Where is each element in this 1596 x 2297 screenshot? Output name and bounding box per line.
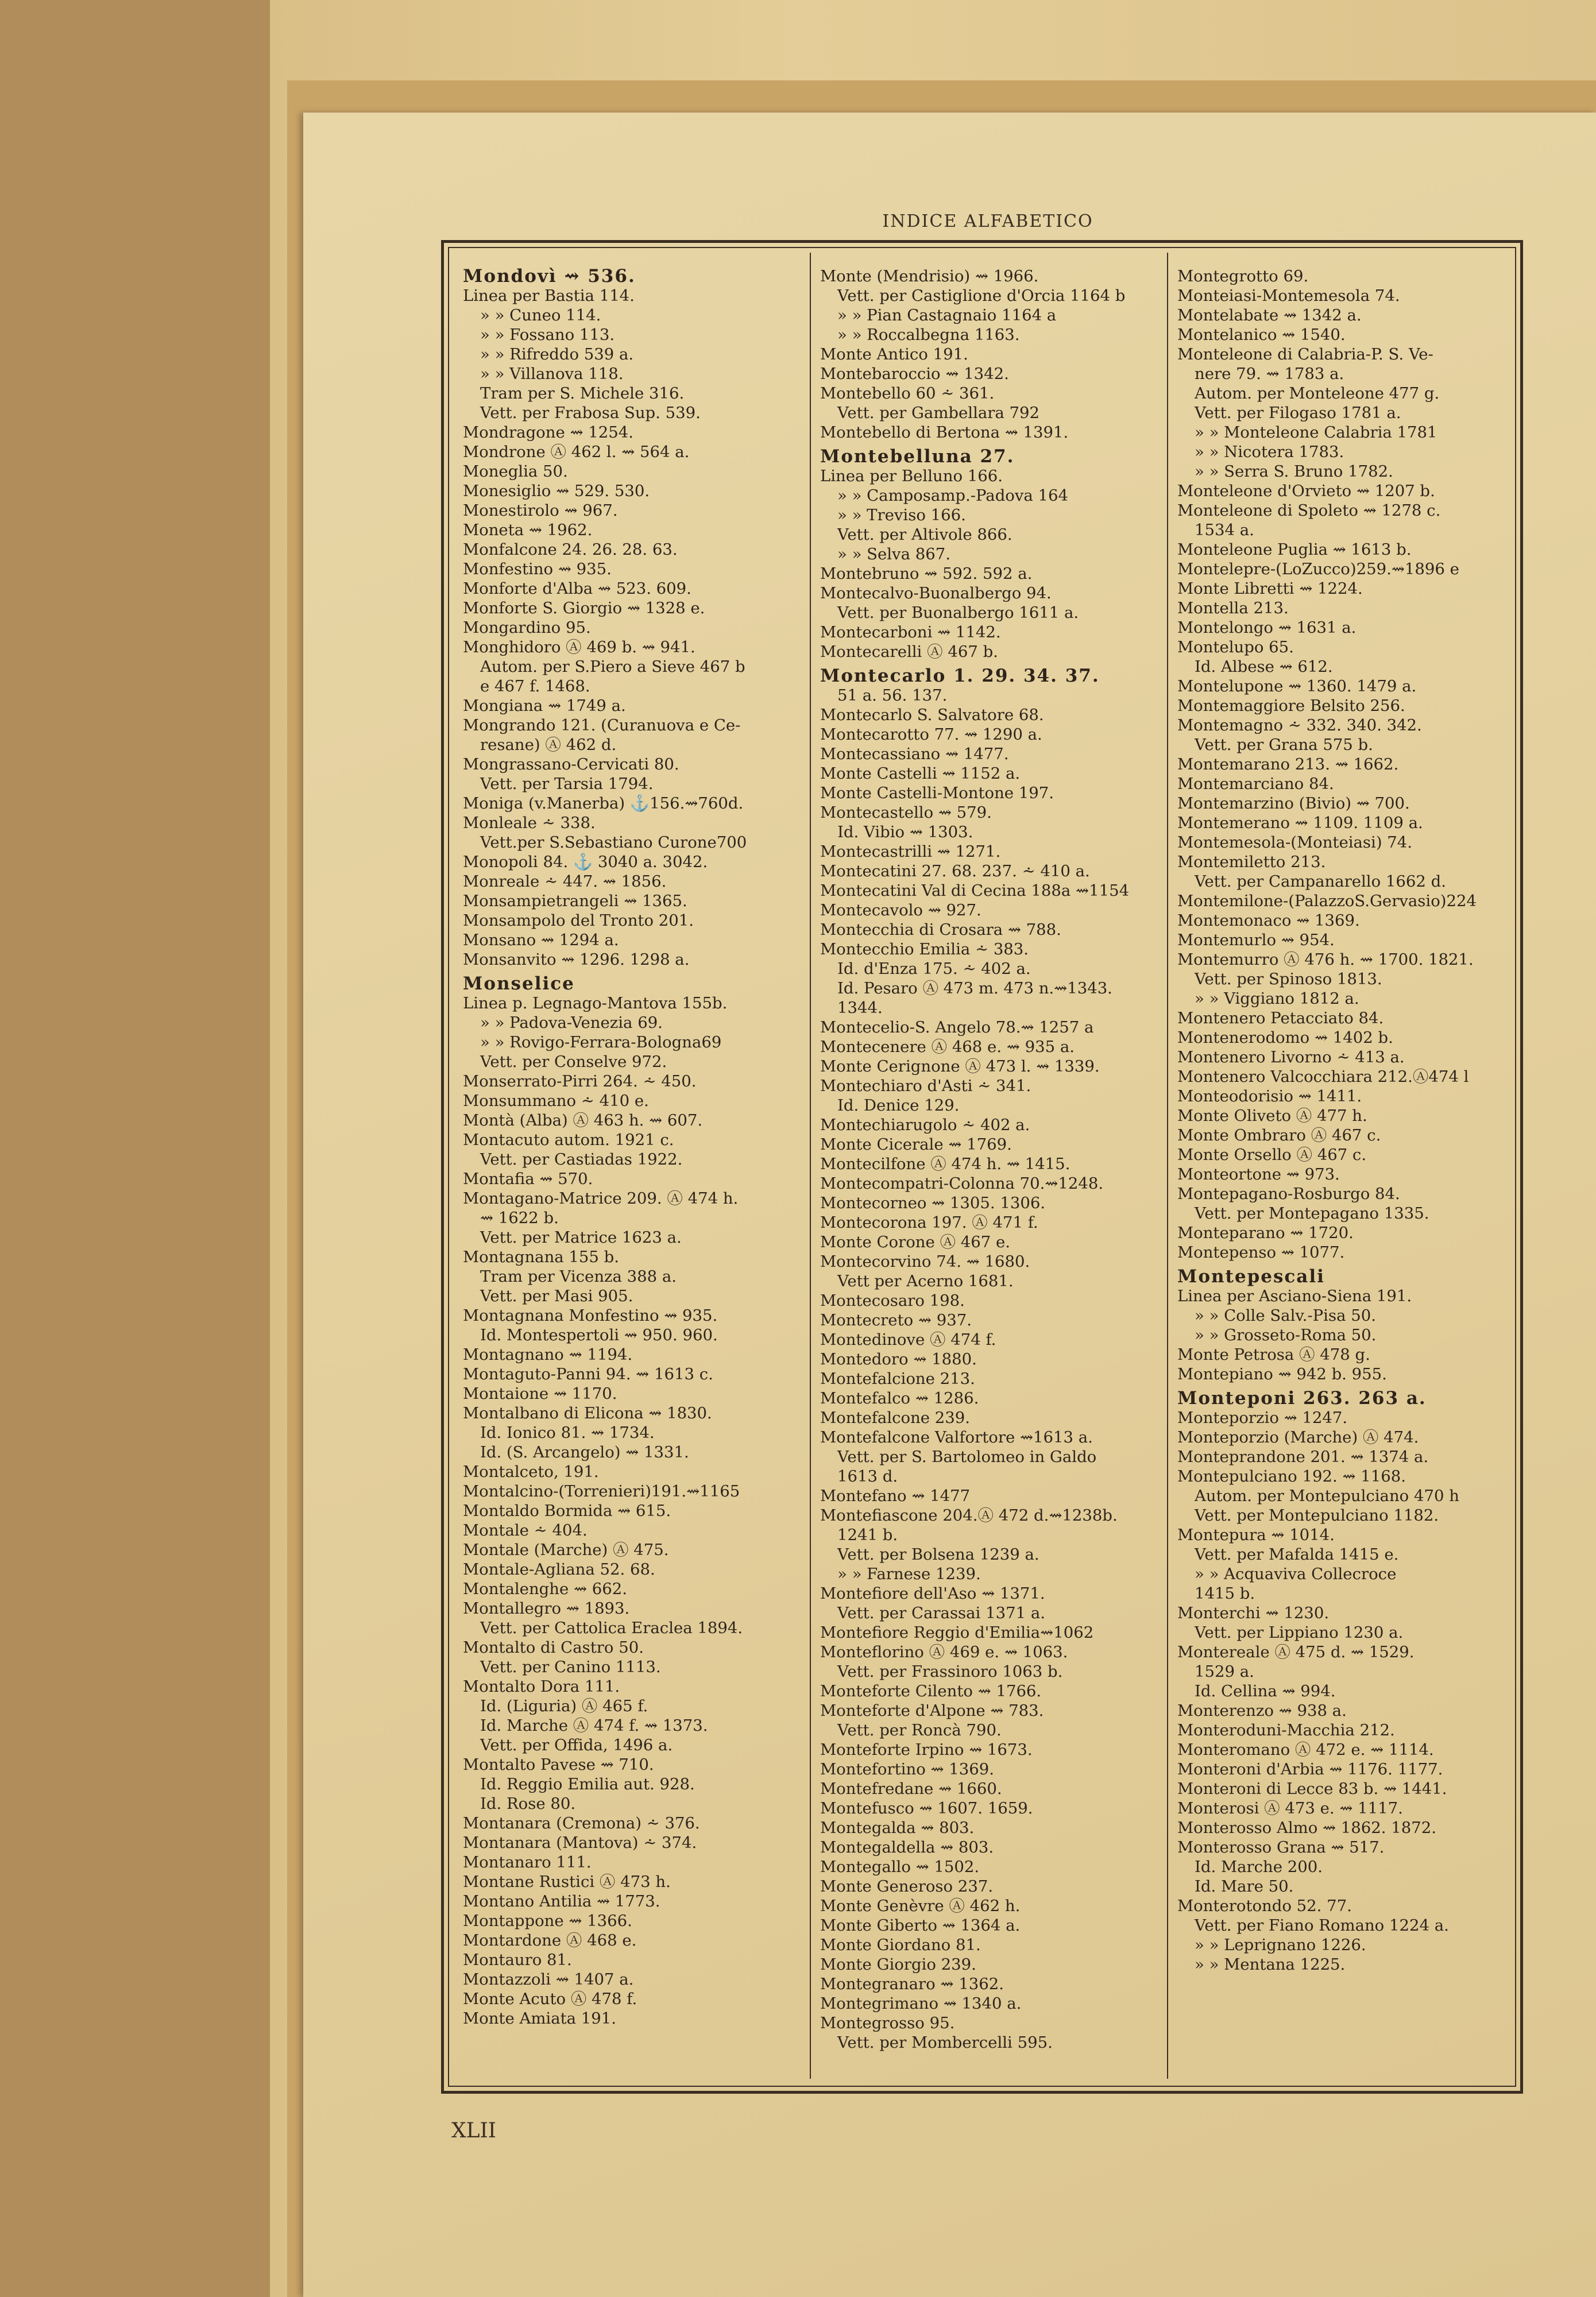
index-entry: Monte Corone Ⓐ 467 e. xyxy=(820,1233,1011,1251)
index-entry: Montedoro ⇝ 1880. xyxy=(820,1350,977,1368)
index-entry: Monteforte d'Alpone ⇝ 783. xyxy=(820,1702,1044,1720)
index-entry: Montazzoli ⇝ 1407 a. xyxy=(463,1970,634,1989)
index-entry: Montafia ⇝ 570. xyxy=(463,1170,593,1188)
index-entry: Montecchio Emilia ⩪ 383. xyxy=(820,940,1029,958)
index-entry: Vett. per Canino 1113. xyxy=(480,1658,661,1676)
index-entry: Vett. per Mafalda 1415 e. xyxy=(1195,1545,1399,1564)
index-entry: Montecelio-S. Angelo 78.⇝ 1257 a xyxy=(820,1018,1094,1037)
index-entry: » » Grosseto-Roma 50. xyxy=(1195,1326,1377,1344)
index-heading: Monselice xyxy=(463,973,575,994)
index-entry: » » Selva 867. xyxy=(837,545,950,563)
index-entry: Monforte S. Giorgio ⇝ 1328 e. xyxy=(463,599,705,617)
index-entry: Montefano ⇝ 1477 xyxy=(820,1487,971,1505)
index-entry: Id. Marche 200. xyxy=(1195,1858,1323,1876)
index-entry: Monteflorino Ⓐ 469 e. ⇝ 1063. xyxy=(820,1643,1068,1661)
index-entry: Montecatini Val di Cecina 188a ⇝1154 xyxy=(820,881,1130,900)
index-entry: Montecavolo ⇝ 927. xyxy=(820,901,981,919)
index-entry: Monestirolo ⇝ 967. xyxy=(463,501,618,520)
index-column-3 xyxy=(1177,266,1512,2070)
index-entry: Vett. per Frabosa Sup. 539. xyxy=(480,404,701,422)
index-entry: 51 a. 56. 137. xyxy=(837,686,948,705)
index-entry: 1613 d. xyxy=(837,1467,898,1486)
index-entry: Montecorneo ⇝ 1305. 1306. xyxy=(820,1194,1046,1212)
index-entry: Linea per Asciano-Siena 191. xyxy=(1177,1287,1412,1305)
index-entry: Mongiana ⇝ 1749 a. xyxy=(463,697,626,715)
index-entry: Montenero Livorno ⩪ 413 a. xyxy=(1177,1048,1405,1066)
index-entry: Montalbano di Elicona ⇝ 1830. xyxy=(463,1404,712,1422)
index-entry: Montemiletto 213. xyxy=(1177,853,1326,871)
index-entry: Vett. per Mombercelli 595. xyxy=(837,2033,1053,2052)
index-entry: Montemaggiore Belsito 256. xyxy=(1177,697,1405,715)
index-entry: Monte Petrosa Ⓐ 478 g. xyxy=(1177,1345,1370,1364)
index-entry: Vett. per Buonalbergo 1611 a. xyxy=(837,604,1079,622)
index-entry: Mongardino 95. xyxy=(463,618,591,637)
index-entry: 1415 b. xyxy=(1195,1584,1255,1603)
index-entry: Montecalvo-Buonalbergo 94. xyxy=(820,584,1052,602)
index-entry: Vett. per Montepagano 1335. xyxy=(1195,1204,1429,1223)
index-entry: Id. Rose 80. xyxy=(480,1795,576,1813)
index-entry: Id. Reggio Emilia aut. 928. xyxy=(480,1775,695,1793)
index-entry: Id. (Liguria) Ⓐ 465 f. xyxy=(480,1697,648,1715)
index-entry: Montefiore Reggio d'Emilia⇝1062 xyxy=(820,1623,1094,1642)
index-entry: Montecenere Ⓐ 468 e. ⇝ 935 a. xyxy=(820,1038,1075,1056)
index-entry: Mongrassano-Cervicati 80. xyxy=(463,755,679,774)
page-header: INDICE ALFABETICO xyxy=(882,211,1093,231)
index-entry: Id. Montespertoli ⇝ 950. 960. xyxy=(480,1326,718,1344)
index-entry: Montalenghe ⇝ 662. xyxy=(463,1580,627,1598)
index-entry: Montebello di Bertona ⇝ 1391. xyxy=(820,423,1069,442)
index-entry: Montale ⩪ 404. xyxy=(463,1521,588,1540)
index-entry: Montane Rustici Ⓐ 473 h. xyxy=(463,1873,671,1891)
index-entry: Montefredane ⇝ 1660. xyxy=(820,1780,1002,1798)
index-entry: Montegallo ⇝ 1502. xyxy=(820,1858,980,1876)
index-entry: » » Nicotera 1783. xyxy=(1195,443,1344,461)
index-entry: Vett. per Gambellara 792 xyxy=(837,404,1040,422)
index-entry: Montegranaro ⇝ 1362. xyxy=(820,1975,1004,1993)
index-entry: Monserrato-Pirri 264. ⩪ 450. xyxy=(463,1072,697,1091)
index-column-2 xyxy=(820,266,1154,2070)
index-entry: Linea per Belluno 166. xyxy=(820,467,1003,485)
index-entry: Montelanico ⇝ 1540. xyxy=(1177,326,1346,344)
index-entry: Monteiasi-Montemesola 74. xyxy=(1177,287,1400,305)
index-entry: Monteforte Cilento ⇝ 1766. xyxy=(820,1682,1042,1700)
index-entry: Montebello 60 ⩪ 361. xyxy=(820,384,995,403)
index-entry: Id. Albese ⇝ 612. xyxy=(1195,658,1333,676)
index-entry: Montecarelli Ⓐ 467 b. xyxy=(820,643,998,661)
index-entry: Montepura ⇝ 1014. xyxy=(1177,1526,1335,1544)
index-entry: Montemerano ⇝ 1109. 1109 a. xyxy=(1177,814,1423,832)
index-entry: Monterotondo 52. 77. xyxy=(1177,1897,1352,1915)
index-entry: Linea p. Legnago-Mantova 155b. xyxy=(463,994,728,1012)
index-entry: Monesiglio ⇝ 529. 530. xyxy=(463,482,650,500)
index-entry: Monteporzio (Marche) Ⓐ 474. xyxy=(1177,1428,1419,1447)
index-entry: » » Serra S. Bruno 1782. xyxy=(1195,462,1393,481)
index-entry: Montagnana 155 b. xyxy=(463,1248,620,1266)
index-entry: Montagano-Matrice 209. Ⓐ 474 h. xyxy=(463,1189,739,1208)
index-entry: 1241 b. xyxy=(837,1526,898,1544)
index-entry: Montardone Ⓐ 468 e. xyxy=(463,1931,637,1950)
index-entry: Monte Antico 191. xyxy=(820,345,968,364)
index-column-1 xyxy=(463,266,797,2070)
index-entry: Montaione ⇝ 1170. xyxy=(463,1385,617,1403)
index-entry: Id. Mare 50. xyxy=(1195,1877,1294,1896)
index-entry: Montegrosso 95. xyxy=(820,2014,955,2032)
index-entry: Monte Libretti ⇝ 1224. xyxy=(1177,579,1363,598)
index-entry: Montanara (Cremona) ⩪ 376. xyxy=(463,1814,700,1832)
index-entry: Vett per Acerno 1681. xyxy=(837,1272,1014,1290)
index-entry: Monleale ⩪ 338. xyxy=(463,814,596,832)
index-entry: Moneglia 50. xyxy=(463,462,568,481)
index-entry: Vett. per Fiano Romano 1224 a. xyxy=(1195,1916,1449,1935)
index-entry: Montebaroccio ⇝ 1342. xyxy=(820,365,1009,383)
index-entry: Monteroni di Lecce 83 b. ⇝ 1441. xyxy=(1177,1780,1447,1798)
index-entry: Vett. per Cattolica Eraclea 1894. xyxy=(480,1619,743,1637)
index-entry: Monterosso Grana ⇝ 517. xyxy=(1177,1838,1385,1857)
index-entry: Montalceto, 191. xyxy=(463,1463,599,1481)
index-entry: Montefortino ⇝ 1369. xyxy=(820,1760,994,1778)
index-entry: Moniga (v.Manerba) ⚓156.⇝760d. xyxy=(463,794,744,813)
index-entry: Monsano ⇝ 1294 a. xyxy=(463,931,619,949)
index-entry: Monterchi ⇝ 1230. xyxy=(1177,1604,1330,1622)
index-entry: Monteporzio ⇝ 1247. xyxy=(1177,1409,1348,1427)
index-heading: Montebelluna 27. xyxy=(820,446,1015,467)
index-entry: Montecarlo S. Salvatore 68. xyxy=(820,706,1044,724)
index-entry: » » Roccalbegna 1163. xyxy=(837,326,1020,344)
index-entry: Monte Generoso 237. xyxy=(820,1877,994,1896)
index-entry: Montelabate ⇝ 1342 a. xyxy=(1177,306,1362,324)
index-entry: Montelongo ⇝ 1631 a. xyxy=(1177,618,1357,637)
index-entry: Id. Pesaro Ⓐ 473 m. 473 n.⇝1343. xyxy=(837,979,1112,997)
index-entry: Monforte d'Alba ⇝ 523. 609. xyxy=(463,579,691,598)
index-entry: Montepenso ⇝ 1077. xyxy=(1177,1243,1345,1262)
index-entry: Monte Cicerale ⇝ 1769. xyxy=(820,1135,1012,1154)
index-entry: Montefiore dell'Aso ⇝ 1371. xyxy=(820,1584,1045,1603)
index-entry: Montegalda ⇝ 803. xyxy=(820,1819,975,1837)
page-number: XLII xyxy=(451,2119,496,2143)
index-entry: e 467 f. 1468. xyxy=(480,677,590,695)
index-entry: Montanaro 111. xyxy=(463,1853,592,1871)
index-entry: Montefalcone Valfortore ⇝1613 a. xyxy=(820,1428,1093,1447)
index-entry: Montecarboni ⇝ 1142. xyxy=(820,623,1001,641)
index-entry: Montallegro ⇝ 1893. xyxy=(463,1599,630,1618)
index-entry: Monteodorisio ⇝ 1411. xyxy=(1177,1087,1362,1105)
index-entry: Montemilone-(PalazzoS.Gervasio)224 xyxy=(1177,892,1477,910)
index-entry: Vett. per Carassai 1371 a. xyxy=(837,1604,1045,1622)
index-entry: ⇝ 1622 b. xyxy=(480,1209,559,1227)
index-entry: » » Monteleone Calabria 1781 xyxy=(1195,423,1437,442)
column-divider xyxy=(810,253,811,2079)
index-entry: Montefiascone 204.Ⓐ 472 d.⇝1238b. xyxy=(820,1506,1118,1525)
index-entry: Montenero Valcocchiara 212.Ⓐ474 l xyxy=(1177,1068,1469,1086)
index-entry: Montefalcone 239. xyxy=(820,1409,971,1427)
index-entry: Vett. per S. Bartolomeo in Galdo xyxy=(837,1448,1097,1466)
index-entry: Id. Denice 129. xyxy=(837,1096,960,1115)
index-entry: Montefusco ⇝ 1607. 1659. xyxy=(820,1799,1033,1818)
index-entry: » » Leprignano 1226. xyxy=(1195,1936,1366,1954)
index-entry: 1529 a. xyxy=(1195,1662,1254,1681)
index-heading: Mondovì ⇝ 536. xyxy=(463,266,636,287)
index-entry: Montappone ⇝ 1366. xyxy=(463,1912,632,1930)
index-entry: Vett. per Masi 905. xyxy=(480,1287,633,1305)
index-entry: Autom. per Monteleone 477 g. xyxy=(1195,384,1440,403)
index-entry: Vett. per Bolsena 1239 a. xyxy=(837,1545,1039,1564)
index-entry: Montepulciano 192. ⇝ 1168. xyxy=(1177,1467,1406,1486)
index-entry: Monte Orsello Ⓐ 467 c. xyxy=(1177,1146,1367,1164)
index-entry: Id. Vibio ⇝ 1303. xyxy=(837,823,973,841)
index-entry: Montemarzino (Bivio) ⇝ 700. xyxy=(1177,794,1410,813)
index-entry: Montà (Alba) Ⓐ 463 h. ⇝ 607. xyxy=(463,1111,703,1130)
index-entry: Vett. per Campanarello 1662 d. xyxy=(1195,872,1446,891)
index-entry: Mondragone ⇝ 1254. xyxy=(463,423,633,442)
index-entry: Vett. per Roncà 790. xyxy=(837,1721,1002,1739)
index-entry: Montemarciano 84. xyxy=(1177,775,1334,793)
index-entry: » » Mentana 1225. xyxy=(1195,1955,1346,1974)
index-entry: Monteromano Ⓐ 472 e. ⇝ 1114. xyxy=(1177,1741,1434,1759)
index-entry: Montelupone ⇝ 1360. 1479 a. xyxy=(1177,677,1417,695)
index-entry: Vett. per Spinoso 1813. xyxy=(1195,970,1382,988)
index-entry: Vett. per Filogaso 1781 a. xyxy=(1195,404,1401,422)
index-entry: Id. Ionico 81. ⇝ 1734. xyxy=(480,1424,655,1442)
index-entry: Monte Acuto Ⓐ 478 f. xyxy=(463,1990,637,2008)
index-entry: Montedinove Ⓐ 474 f. xyxy=(820,1331,996,1349)
index-entry: Monreale ⩪ 447. ⇝ 1856. xyxy=(463,872,667,891)
index-entry: » » Farnese 1239. xyxy=(837,1565,981,1583)
index-entry: Vett. per Tarsia 1794. xyxy=(480,775,654,793)
index-entry: Montefalcione 213. xyxy=(820,1370,975,1388)
index-entry: Montecastello ⇝ 579. xyxy=(820,803,992,822)
index-entry: Montecatini 27. 68. 237. ⩪ 410 a. xyxy=(820,862,1090,880)
index-entry: Monteleone d'Orvieto ⇝ 1207 b. xyxy=(1177,482,1435,500)
index-entry: Montegrimano ⇝ 1340 a. xyxy=(820,1994,1022,2013)
index-entry: Montacuto autom. 1921 c. xyxy=(463,1131,674,1149)
index-entry: Montale (Marche) Ⓐ 475. xyxy=(463,1541,669,1559)
index-entry: » » Colle Salv.-Pisa 50. xyxy=(1195,1306,1376,1325)
index-entry: Monte Amiata 191. xyxy=(463,2009,617,2028)
index-entry: Id. Cellina ⇝ 994. xyxy=(1195,1682,1336,1700)
index-entry: Montemagno ⩪ 332. 340. 342. xyxy=(1177,716,1422,734)
index-entry: Montaldo Bormida ⇝ 615. xyxy=(463,1502,671,1520)
index-entry: Montella 213. xyxy=(1177,599,1289,617)
index-entry: » » Acquaviva Collecroce xyxy=(1195,1565,1397,1583)
index-entry: Montalto Pavese ⇝ 710. xyxy=(463,1755,654,1774)
index-entry: nere 79. ⇝ 1783 a. xyxy=(1195,365,1344,383)
index-entry: » » Fossano 113. xyxy=(480,326,615,344)
index-entry: Monsanvito ⇝ 1296. 1298 a. xyxy=(463,950,690,969)
index-entry: Tram per S. Michele 316. xyxy=(480,384,685,403)
index-entry: Moneta ⇝ 1962. xyxy=(463,521,593,539)
index-entry: Monopoli 84. ⚓ 3040 a. 3042. xyxy=(463,853,708,871)
index-entry: Monte Giordano 81. xyxy=(820,1936,981,1954)
index-entry: Monteprandone 201. ⇝ 1374 a. xyxy=(1177,1448,1429,1466)
index-entry: Monteleone di Calabria-P. S. Ve- xyxy=(1177,345,1433,364)
index-entry: Montebruno ⇝ 592. 592 a. xyxy=(820,564,1033,583)
index-entry: 1534 a. xyxy=(1195,521,1254,539)
index-entry: Monte Giorgio 239. xyxy=(820,1955,976,1974)
index-entry: Autom. per S.Piero a Sieve 467 b xyxy=(480,658,745,676)
index-entry: 1344. xyxy=(837,999,883,1017)
index-entry: Montemurro Ⓐ 476 h. ⇝ 1700. 1821. xyxy=(1177,950,1474,969)
index-entry: Monte Castelli ⇝ 1152 a. xyxy=(820,764,1021,783)
index-heading: Montepescali xyxy=(1177,1266,1325,1287)
index-entry: Monterosso Almo ⇝ 1862. 1872. xyxy=(1177,1819,1436,1837)
index-entry: Montauro 81. xyxy=(463,1951,572,1969)
index-entry: Mongrando 121. (Curanuova e Ce- xyxy=(463,716,741,734)
index-entry: Montemonaco ⇝ 1369. xyxy=(1177,911,1360,930)
index-entry: Montalto di Castro 50. xyxy=(463,1638,644,1657)
column-divider xyxy=(1167,253,1168,2079)
index-entry: Id. (S. Arcangelo) ⇝ 1331. xyxy=(480,1443,689,1461)
index-entry: Montano Antilia ⇝ 1773. xyxy=(463,1892,660,1911)
index-entry: Monte Castelli-Montone 197. xyxy=(820,784,1054,802)
index-entry: » » Padova-Venezia 69. xyxy=(480,1014,663,1032)
index-entry: Monte (Mendrisio) ⇝ 1966. xyxy=(820,267,1039,285)
index-entry: Monte Oliveto Ⓐ 477 h. xyxy=(1177,1107,1367,1125)
index-entry: Vett. per Frassinoro 1063 b. xyxy=(837,1662,1063,1681)
index-entry: Montereale Ⓐ 475 d. ⇝ 1529. xyxy=(1177,1643,1415,1661)
index-entry: Tram per Vicenza 388 a. xyxy=(480,1267,677,1286)
index-entry: » » Pian Castagnaio 1164 a xyxy=(837,306,1057,324)
index-entry: Monteleone Puglia ⇝ 1613 b. xyxy=(1177,540,1412,559)
index-entry: Linea per Bastia 114. xyxy=(463,287,635,305)
index-entry: Montenero Petacciato 84. xyxy=(1177,1009,1384,1027)
index-entry: Monfestino ⇝ 935. xyxy=(463,560,612,578)
index-entry: Vett. per Castiadas 1922. xyxy=(480,1150,683,1169)
index-entry: Montefalco ⇝ 1286. xyxy=(820,1389,979,1407)
index-entry: Vett. per Montepulciano 1182. xyxy=(1195,1506,1439,1525)
index-entry: Monte Ombraro Ⓐ 467 c. xyxy=(1177,1126,1381,1144)
index-entry: Montecorona 197. Ⓐ 471 f. xyxy=(820,1213,1038,1232)
index-entry: Monte Genèvre Ⓐ 462 h. xyxy=(820,1897,1021,1915)
index-entry: Monte Cerignone Ⓐ 473 l. ⇝ 1339. xyxy=(820,1057,1100,1076)
index-entry: Vett.per S.Sebastiano Curone700 xyxy=(480,833,747,852)
index-entry: Monteroduni-Macchia 212. xyxy=(1177,1721,1395,1739)
index-entry: Monteleone di Spoleto ⇝ 1278 c. xyxy=(1177,501,1441,520)
index-heading: Montecarlo 1. 29. 34. 37. xyxy=(820,666,1100,686)
index-entry: » » Villanova 118. xyxy=(480,365,624,383)
index-entry: Montecompatri-Colonna 70.⇝1248. xyxy=(820,1174,1104,1193)
index-entry: » » Rovigo-Ferrara-Bologna69 xyxy=(480,1033,722,1051)
index-entry: Montechiarugolo ⩪ 402 a. xyxy=(820,1116,1030,1134)
index-entry: Montecchia di Crosara ⇝ 788. xyxy=(820,921,1061,939)
index-entry: resane) Ⓐ 462 d. xyxy=(480,736,617,754)
index-entry: Vett. per Matrice 1623 a. xyxy=(480,1228,682,1247)
index-entry: Montecassiano ⇝ 1477. xyxy=(820,745,1009,763)
index-entry: Mondrone Ⓐ 462 l. ⇝ 564 a. xyxy=(463,443,690,461)
index-entry: » » Viggiano 1812 a. xyxy=(1195,989,1359,1008)
index-entry: Vett. per Lippiano 1230 a. xyxy=(1195,1623,1404,1642)
index-entry: Monteforte Irpino ⇝ 1673. xyxy=(820,1741,1033,1759)
index-entry: Montepiano ⇝ 942 b. 955. xyxy=(1177,1365,1387,1383)
index-entry: Montecastrilli ⇝ 1271. xyxy=(820,842,1001,861)
index-entry: Monte Giberto ⇝ 1364 a. xyxy=(820,1916,1021,1935)
index-entry: Montemesola-(Monteiasi) 74. xyxy=(1177,833,1413,852)
index-entry: Montecilfone Ⓐ 474 h. ⇝ 1415. xyxy=(820,1155,1071,1173)
index-entry: Monsampietrangeli ⇝ 1365. xyxy=(463,892,687,910)
index-entry: Montagnano ⇝ 1194. xyxy=(463,1345,633,1364)
index-entry: Montemarano 213. ⇝ 1662. xyxy=(1177,755,1399,774)
index-entry: Montelepre-(LoZucco)259.⇝1896 e xyxy=(1177,560,1459,578)
index-entry: Montegaldella ⇝ 803. xyxy=(820,1838,994,1857)
index-entry: Montechiaro d'Asti ⩪ 341. xyxy=(820,1077,1031,1095)
index-entry: Montepagano-Rosburgo 84. xyxy=(1177,1185,1400,1203)
index-entry: Montecorvino 74. ⇝ 1680. xyxy=(820,1252,1030,1271)
index-entry: Monsummano ⩪ 410 e. xyxy=(463,1092,649,1110)
index-entry: Montale-Agliana 52. 68. xyxy=(463,1560,655,1579)
index-heading: Monteponi 263. 263 a. xyxy=(1177,1388,1427,1409)
index-entry: Montecreto ⇝ 937. xyxy=(820,1311,972,1329)
index-entry: Monghidoro Ⓐ 469 b. ⇝ 941. xyxy=(463,638,695,656)
index-entry: Vett. per Grana 575 b. xyxy=(1195,736,1373,754)
index-entry: Monteroni d'Arbia ⇝ 1176. 1177. xyxy=(1177,1760,1443,1778)
index-entry: Montelupo 65. xyxy=(1177,638,1294,656)
index-entry: Montanara (Mantova) ⩪ 374. xyxy=(463,1834,697,1852)
index-entry: Montalcino-(Torrenieri)191.⇝1165 xyxy=(463,1482,740,1501)
index-entry: Id. Marche Ⓐ 474 f. ⇝ 1373. xyxy=(480,1716,708,1735)
index-entry: Autom. per Montepulciano 470 h xyxy=(1195,1487,1459,1505)
index-entry: » » Cuneo 114. xyxy=(480,306,601,324)
index-entry: Monsampolo del Tronto 201. xyxy=(463,911,694,930)
index-entry: Montenerodomo ⇝ 1402 b. xyxy=(1177,1028,1393,1047)
index-entry: Monfalcone 24. 26. 28. 63. xyxy=(463,540,678,559)
index-entry: Montecosaro 198. xyxy=(820,1291,965,1310)
index-entry: Monterenzo ⇝ 938 a. xyxy=(1177,1702,1347,1720)
index-entry: Vett. per Castiglione d'Orcia 1164 b xyxy=(837,287,1126,305)
index-entry: Vett. per Conselve 972. xyxy=(480,1053,667,1071)
index-entry: Monteortone ⇝ 973. xyxy=(1177,1165,1340,1184)
index-entry: Montagnana Monfestino ⇝ 935. xyxy=(463,1306,718,1325)
index-entry: Monterosi Ⓐ 473 e. ⇝ 1117. xyxy=(1177,1799,1403,1818)
index-entry: » » Camposamp.-Padova 164 xyxy=(837,486,1069,505)
index-entry: Vett. per Altivole 866. xyxy=(837,525,1013,544)
index-entry: Montaguto-Panni 94. ⇝ 1613 c. xyxy=(463,1365,713,1383)
index-entry: Montemurlo ⇝ 954. xyxy=(1177,931,1335,949)
index-entry: Montegrotto 69. xyxy=(1177,267,1309,285)
index-entry: » » Treviso 166. xyxy=(837,506,966,524)
index-entry: Montecarotto 77. ⇝ 1290 a. xyxy=(820,725,1042,744)
index-entry: Vett. per Offida, 1496 a. xyxy=(480,1736,673,1754)
index-entry: Monteparano ⇝ 1720. xyxy=(1177,1224,1354,1242)
index-entry: Id. d'Enza 175. ⩪ 402 a. xyxy=(837,960,1031,978)
index-entry: Montalto Dora 111. xyxy=(463,1677,620,1696)
index-entry: » » Rifreddo 539 a. xyxy=(480,345,634,364)
